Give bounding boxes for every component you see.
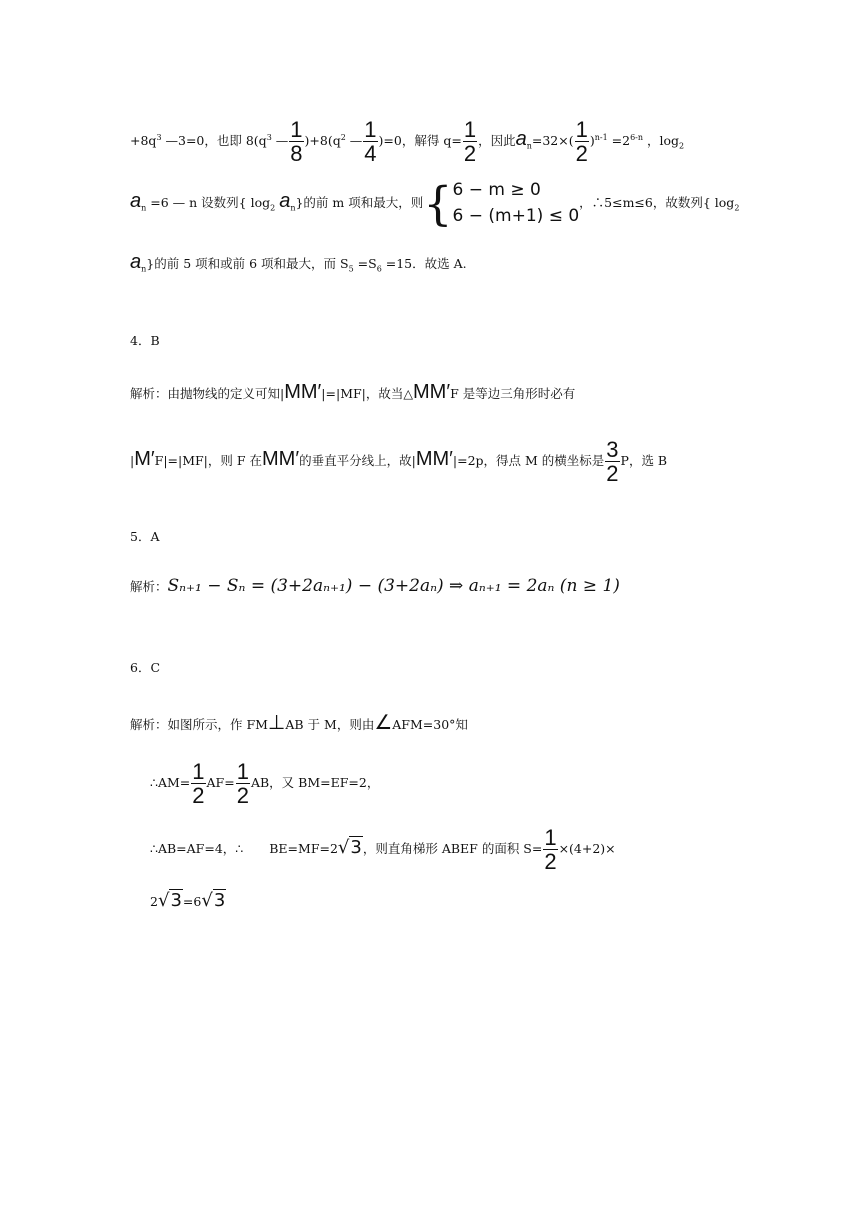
term-a-n: a xyxy=(279,190,291,212)
text: 2 xyxy=(150,894,158,909)
question-6-line-4 xyxy=(150,892,226,910)
text: )=0，解得 q= xyxy=(378,133,462,149)
question-4-line-2 xyxy=(130,438,667,485)
question-6-line-2 xyxy=(150,760,379,807)
superscript: 6-n xyxy=(630,132,644,142)
text: 解析： xyxy=(130,579,168,594)
inequality-row: 6 − (m+1) ≤ 0 xyxy=(452,205,580,226)
angle-symbol: ∠ xyxy=(374,712,393,734)
question-5-line-1 xyxy=(130,578,620,595)
text: — xyxy=(271,133,289,149)
text: )+8(q xyxy=(304,133,341,149)
text: F 是等边三角形时必有 xyxy=(450,386,576,401)
subscript: n xyxy=(141,203,147,213)
segment-mm-prime: MM′ xyxy=(262,448,300,471)
question-6-line-1 xyxy=(130,713,468,733)
point-m-prime: M′ xyxy=(134,448,155,471)
question-6-line-3 xyxy=(150,826,616,873)
recurrence-formula: Sₙ₊₁ − Sₙ = (3+2aₙ₊₁) − (3+2aₙ) ⇒ aₙ₊₁ = 2aₙ (n ≥ 1) xyxy=(167,576,620,596)
text: |=2p，得点 M 的横坐标是 xyxy=(452,453,605,469)
text: ，log xyxy=(643,133,680,149)
text: | xyxy=(130,453,135,469)
text: =2 xyxy=(607,133,631,149)
subscript: n xyxy=(526,141,532,151)
solution-line-2 xyxy=(130,178,739,229)
text: ，∴5≤m≤6，故数列{ log xyxy=(579,195,735,210)
text: ) xyxy=(589,133,595,149)
fraction-three-halves: $\frac{3}{2}$ xyxy=(606,437,619,487)
perpendicular-symbol: ⊥ xyxy=(267,712,286,734)
question-6-heading: 6．C xyxy=(130,660,161,675)
term-a-n: a xyxy=(515,128,527,151)
superscript: 3 xyxy=(156,132,162,142)
fraction-one-half: $\frac{1}{2}$ xyxy=(544,825,557,875)
subscript: n xyxy=(141,264,147,274)
text: AB 于 M，则由 xyxy=(285,717,375,732)
text: ×(4+2)× xyxy=(558,841,616,857)
text: 解析：由抛物线的定义可知| xyxy=(130,386,285,401)
solution-line-1 xyxy=(130,118,684,165)
text: —3=0，也即 8(q xyxy=(161,133,267,149)
square-root: √3 xyxy=(337,837,362,859)
text: — xyxy=(345,133,363,149)
text: ，因此 xyxy=(478,133,516,149)
text: AB，又 BM=EF=2， xyxy=(250,775,380,791)
fraction-one-eighth: $\frac{1}{8}$ xyxy=(290,117,303,167)
question-5-heading: 5．A xyxy=(130,529,160,544)
text: AF= xyxy=(206,775,235,791)
text: P，选 B xyxy=(620,453,668,469)
superscript: n-1 xyxy=(594,132,608,142)
question-4-line-1 xyxy=(130,382,575,402)
text: 的垂直平分线上，故| xyxy=(299,453,416,469)
text: ∴AB=AF=4，∴ xyxy=(150,841,244,857)
inequality-row: 6 − m ≥ 0 xyxy=(452,180,541,200)
text: 解析：如图所示，作 FM xyxy=(130,717,268,732)
term-a-n: a xyxy=(130,251,142,273)
text: }的前 5 项和或前 6 项和最大，而 S xyxy=(146,256,349,271)
subscript: 6 xyxy=(376,264,382,274)
subscript: 2 xyxy=(679,141,685,151)
subscript: n xyxy=(290,203,296,213)
text: +8q xyxy=(130,133,157,149)
fraction-one-half: $\frac{1}{2}$ xyxy=(575,117,588,167)
text: ∴AM= xyxy=(150,775,191,791)
text: =6 xyxy=(182,894,202,909)
text: =S xyxy=(353,256,377,271)
text: }的前 m 项和最大，则 xyxy=(295,195,424,210)
text: =15．故选 A. xyxy=(381,256,467,271)
text: ，则直角梯形 ABEF 的面积 S= xyxy=(362,841,543,857)
square-root: √3 xyxy=(201,890,226,911)
fraction-one-half: $\frac{1}{2}$ xyxy=(236,759,249,809)
text: =6 — n 设数列{ log xyxy=(146,195,271,210)
subscript: 5 xyxy=(348,264,354,274)
superscript: 2 xyxy=(340,132,346,142)
segment-mm-prime: MM′ xyxy=(284,381,322,403)
text: AFM=30°知 xyxy=(392,717,468,732)
fraction-one-half: $\frac{1}{2}$ xyxy=(192,759,205,809)
square-root: √3 xyxy=(157,890,182,911)
solution-line-3 xyxy=(130,252,467,274)
segment-mm-prime: MM′ xyxy=(413,381,451,403)
text: BE=MF=2 xyxy=(269,841,338,857)
question-4-heading: 4．B xyxy=(130,333,160,348)
text: F|=|MF|，则 F 在 xyxy=(154,453,263,469)
fraction-one-quarter: $\frac{1}{4}$ xyxy=(364,117,377,167)
text: |=|MF|，故当△ xyxy=(321,386,413,401)
segment-mm-prime: MM′ xyxy=(415,448,453,471)
fraction-one-half: $\frac{1}{2}$ xyxy=(463,117,477,167)
subscript: 2 xyxy=(270,203,276,213)
superscript: 3 xyxy=(266,132,272,142)
subscript: 2 xyxy=(734,203,740,213)
term-a-n: a xyxy=(130,190,142,212)
text: =32×( xyxy=(531,133,574,149)
inequality-system: { 6 − m ≥ 0 6 − (m+1) ≤ 0 xyxy=(423,176,580,231)
